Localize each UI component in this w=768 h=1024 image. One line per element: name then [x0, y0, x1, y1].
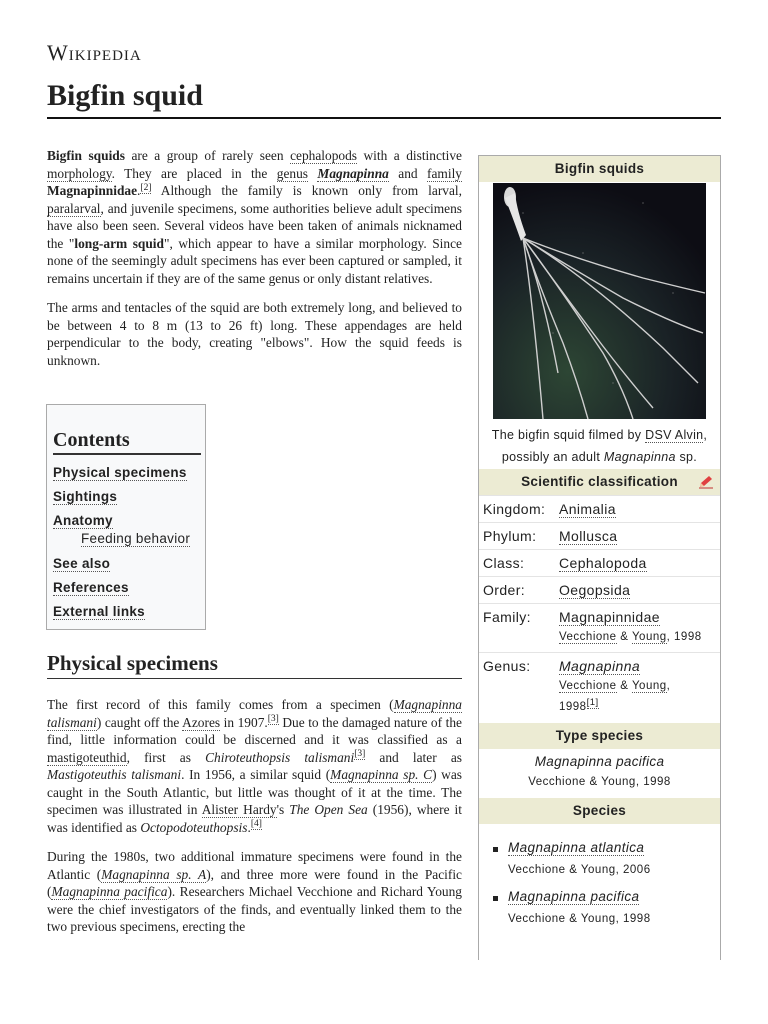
class-label: Class: — [483, 555, 525, 571]
link-magnapinnidae[interactable]: Magnapinnidae — [559, 609, 660, 625]
italic-chiroteuthopsis: Chiroteuthopsis talismani — [205, 749, 355, 765]
text: . They are placed in the — [111, 165, 277, 181]
type-species-authority: Vecchione & Young, 1998 — [528, 776, 671, 788]
text: (1956), where it was identified as — [47, 802, 462, 835]
link-animalia[interactable]: Animalia — [559, 501, 616, 517]
intro-paragraph-2: The arms and tentacles of the squid are both extremely long, and believed to be between 4 to 8 m (13 to 26 ft) long. These appendages are held perpendicular to the body, creating "elbows". How the squid feeds is unknown. — [47, 300, 462, 368]
link-cephalopods[interactable]: cephalopods — [290, 148, 357, 163]
text: , — [666, 680, 671, 692]
genus-authority — [559, 680, 670, 692]
text — [308, 166, 317, 181]
text: , 1998 — [666, 631, 702, 643]
physical-specimens-section — [47, 696, 462, 948]
text: ) was caught in the South Atlantic, but little was thought of it at the time. The specimen was illustrated in — [47, 767, 463, 817]
intro-section — [47, 147, 462, 381]
link-vecchione[interactable]: Vecchione — [559, 631, 617, 643]
bullet-icon — [493, 847, 498, 852]
classification-row-genus — [479, 652, 720, 723]
link-cephalopoda[interactable]: Cephalopoda — [559, 555, 647, 571]
text: During the 1980s, two additional immature specimens were found in the Atlantic ( — [47, 849, 462, 882]
bullet-icon — [493, 896, 498, 901]
link-oegopsida[interactable]: Oegopsida — [559, 582, 631, 598]
text: ), and three more were found in the Pacific ( — [47, 866, 463, 899]
link-alister-hardy[interactable]: Alister Hardy — [201, 802, 277, 817]
italic-octopodoteuthopsis: Octopodoteuthopsis — [140, 819, 248, 835]
citation-4[interactable]: [4] — [250, 819, 262, 830]
text: and — [388, 165, 428, 181]
title-divider — [47, 117, 721, 119]
text: are a group of rarely seen — [124, 148, 291, 163]
text: ", which appear to have a similar morphology. Since none of the seemingly adult specimens has ever been captured or sampled, it remains uncertain if they are of the same genus or only distant relatives. — [47, 235, 462, 286]
species-authority: Vecchione & Young, 1998 — [508, 913, 651, 925]
squid-illustration — [493, 183, 706, 419]
link-mollusca[interactable]: Mollusca — [559, 528, 618, 544]
text: , possibly an adult — [501, 428, 708, 464]
infobox-title: Bigfin squids — [479, 156, 720, 182]
specimens-paragraph-2 — [47, 848, 462, 936]
text: . — [247, 819, 251, 835]
text: in 1907. — [220, 714, 268, 730]
italic-magnapinna: Magnapinna — [603, 450, 676, 464]
text: , first as — [126, 749, 206, 765]
toc-item-see-also[interactable]: See also — [53, 556, 111, 571]
genus-label: Genus: — [483, 658, 531, 674]
text: , and juvenile specimens, some authorities believe adult specimens have also been seen. Several videos have been taken of animals nicknamed the " — [47, 200, 462, 251]
species-header: Species — [479, 798, 720, 824]
link-magnapinna-talismani[interactable]: Magnapinna talismani — [47, 697, 462, 730]
intro-paragraph-1 — [47, 147, 462, 287]
text: ). Researchers Michael Vecchione and Richard Young were the chief investigators of the finds, and eventually linked them to the two previous specimens, erecting the — [47, 884, 462, 934]
wikipedia-wordmark[interactable]: Wikipedia — [47, 40, 142, 65]
classification-row-phylum — [479, 522, 720, 549]
section-heading-physical-specimens: Physical specimens — [47, 651, 218, 675]
species-authority: Vecchione & Young, 2006 — [508, 864, 651, 876]
toc-item-external-links[interactable]: External links — [53, 604, 145, 619]
link-paralarval[interactable]: paralarval — [47, 200, 101, 216]
text: 1998 — [559, 701, 587, 713]
text: The first record of this family comes from a specimen ( — [47, 697, 394, 712]
classification-row-family — [479, 603, 720, 652]
family-label: Family: — [483, 609, 531, 625]
image-caption — [483, 424, 716, 468]
type-species-name: Magnapinna pacifica — [534, 754, 665, 769]
link-family[interactable]: family — [427, 165, 462, 181]
text: with a distinctive — [357, 148, 462, 163]
text: and later as — [365, 749, 462, 765]
link-magnapinna-sp-c[interactable]: Magnapinna sp. C — [330, 767, 433, 782]
link-mastigoteuthid[interactable]: mastigoteuthid — [47, 749, 127, 765]
infobox — [478, 155, 721, 960]
citation-3b[interactable]: [3] — [354, 749, 366, 760]
genus-year — [559, 697, 599, 713]
link-magnapinna-pacifica-species[interactable]: Magnapinna pacifica — [508, 889, 640, 904]
citation-3[interactable]: [3] — [267, 714, 279, 725]
link-young[interactable]: Young — [631, 631, 667, 643]
citation-2[interactable]: [2] — [140, 182, 152, 193]
link-genus[interactable]: genus — [276, 165, 308, 181]
classification-row-order — [479, 576, 720, 603]
text: Due to the damaged nature of the find, little information could be discerned and it was classified as a — [47, 714, 462, 747]
link-vecchione-2[interactable]: Vecchione — [559, 680, 617, 692]
toc-title: Contents — [53, 429, 201, 455]
order-label: Order: — [483, 582, 526, 598]
text: Although the family is known only from larval, — [151, 183, 462, 198]
text: . In 1956, a similar squid ( — [181, 767, 331, 782]
classification-row-class — [479, 549, 720, 576]
link-azores[interactable]: Azores — [182, 714, 221, 730]
kingdom-label: Kingdom: — [483, 501, 546, 517]
squid-photo[interactable] — [493, 183, 706, 419]
classification-row-kingdom — [479, 495, 720, 522]
toc-item-feeding-behavior[interactable]: Feeding behavior — [81, 531, 191, 546]
type-species-header: Type species — [479, 723, 720, 749]
text: & — [616, 680, 632, 692]
link-magnapinna[interactable]: Magnapinna — [317, 165, 389, 181]
bold-bigfin-squids: Bigfin squids — [47, 148, 125, 163]
italic-the-open-sea: The Open Sea — [289, 802, 368, 817]
text: . — [137, 183, 141, 198]
page-title: Bigfin squid — [47, 79, 203, 112]
toc-item-sightings[interactable]: Sightings — [53, 489, 118, 504]
text: 's — [276, 802, 290, 817]
link-young-2[interactable]: Young — [631, 680, 667, 692]
specimens-paragraph-1 — [47, 696, 462, 836]
text: The bigfin squid filmed by — [491, 428, 646, 442]
link-morphology[interactable]: morphology — [47, 165, 112, 181]
table-of-contents — [46, 404, 206, 630]
text: ) caught off the — [96, 714, 183, 730]
bold-magnapinnidae: Magnapinnidae — [47, 183, 138, 198]
phylum-label: Phylum: — [483, 528, 537, 544]
toc-item-anatomy[interactable]: Anatomy — [53, 513, 113, 528]
scientific-classification-title: Scientific classification — [521, 474, 678, 489]
text: sp. — [675, 450, 698, 464]
link-dsv-alvin[interactable]: DSV Alvin — [645, 428, 704, 442]
bold-long-arm-squid: long-arm squid — [74, 235, 164, 251]
link-magnapinna-sp-a[interactable]: Magnapinna sp. A — [101, 866, 207, 882]
link-magnapinna-genus[interactable]: Magnapinna — [559, 658, 641, 674]
family-authority — [559, 631, 702, 643]
citation-1[interactable]: [1] — [586, 697, 599, 709]
edit-pencil-icon[interactable] — [698, 475, 714, 489]
scientific-classification-header — [479, 469, 720, 495]
link-magnapinna-pacifica[interactable]: Magnapinna pacifica — [51, 884, 168, 899]
link-magnapinna-atlantica[interactable]: Magnapinna atlantica — [508, 840, 645, 855]
toc-item-references[interactable]: References — [53, 580, 129, 595]
text: & — [616, 631, 632, 643]
section-divider — [47, 678, 462, 679]
toc-item-physical-specimens[interactable]: Physical specimens — [53, 465, 187, 480]
italic-mastigoteuthis: Mastigoteuthis talismani — [47, 767, 182, 782]
